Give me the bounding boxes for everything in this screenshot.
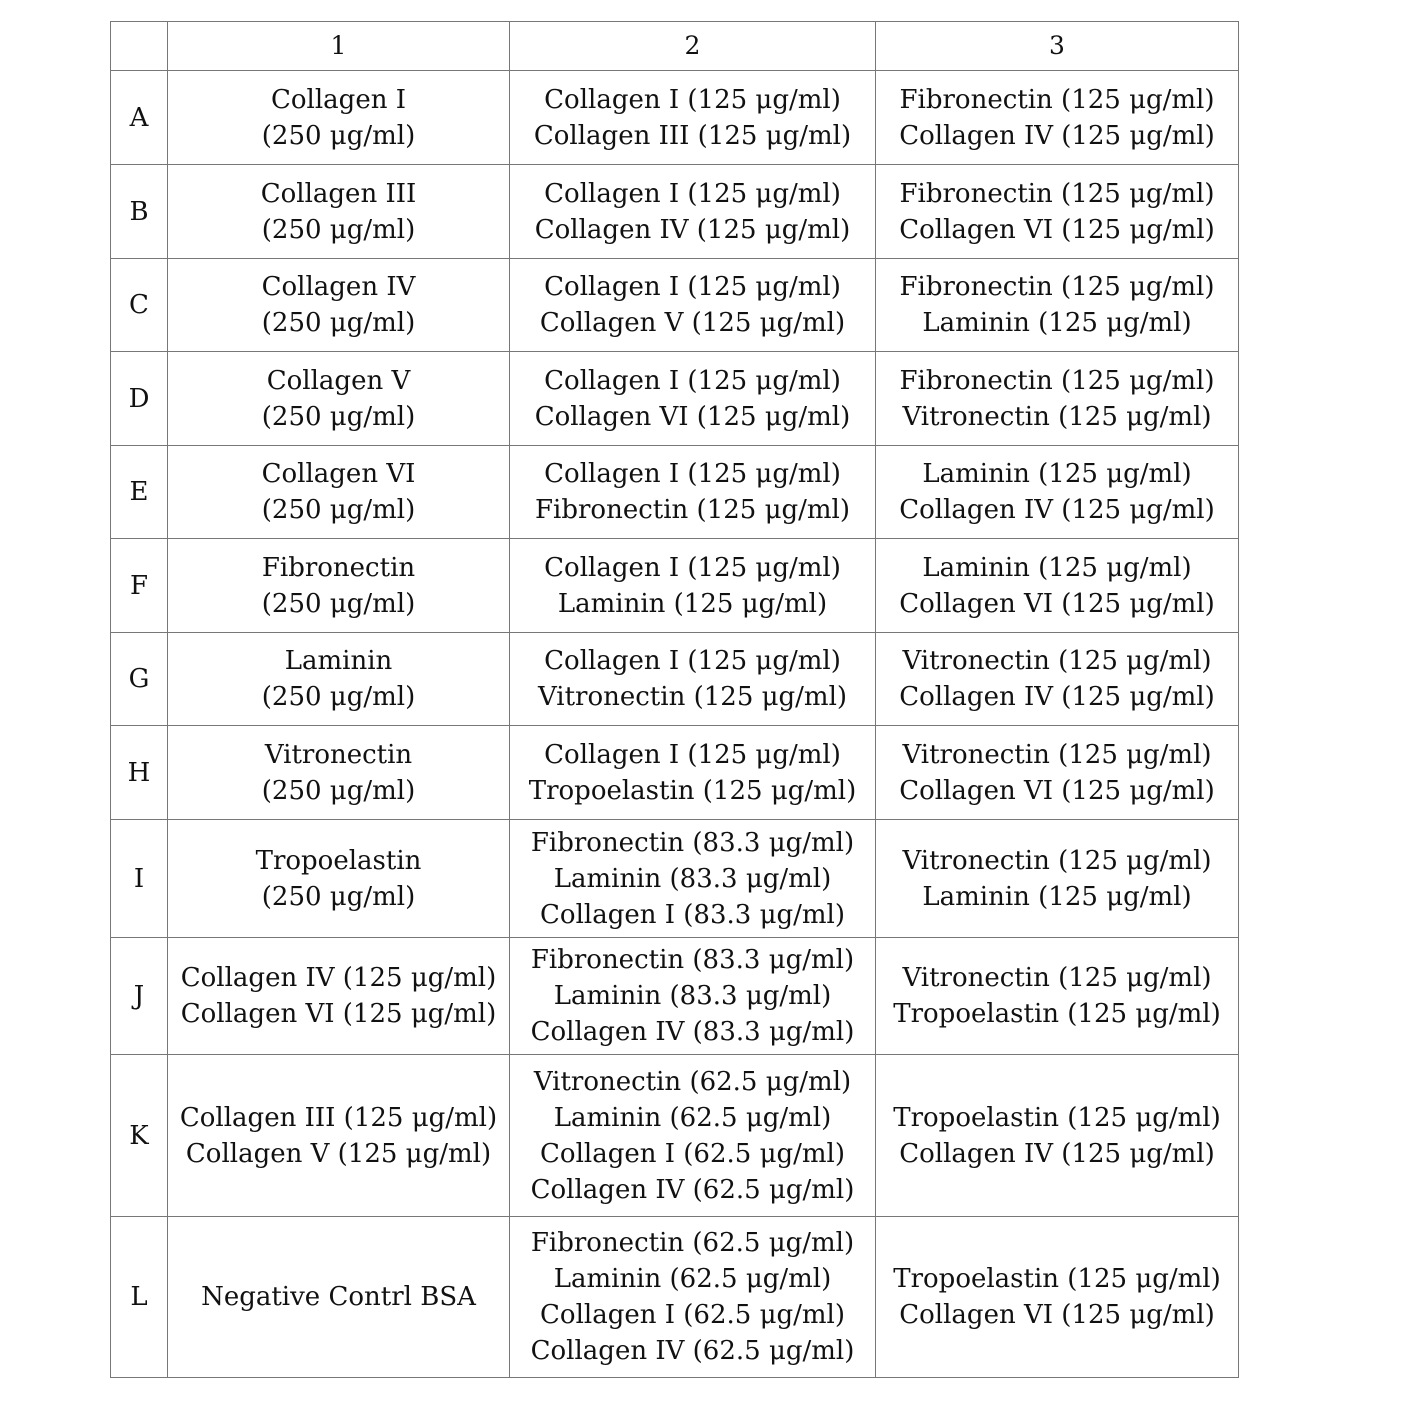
coating-line: (250 μg/ml) — [261, 214, 416, 245]
coating-line: Collagen III (125 μg/ml) — [533, 120, 852, 151]
row-label: I — [111, 820, 168, 938]
row-label: J — [111, 938, 168, 1055]
coating-cell-col-1 — [168, 1217, 510, 1378]
coating-line: Laminin (125 μg/ml) — [922, 459, 1192, 489]
coating-cell-col-2 — [510, 820, 876, 938]
coating-line: Tropoelastin (125 μg/ml) — [528, 775, 857, 806]
coating-cell-col-3 — [876, 633, 1239, 726]
coating-line: Collagen IV (125 μg/ml) — [899, 120, 1215, 151]
coating-cell-col-3 — [876, 165, 1239, 259]
coating-line: Collagen IV (125 μg/ml) — [899, 682, 1215, 712]
coating-line: Collagen VI (125 μg/ml) — [899, 588, 1215, 619]
coating-line: Fibronectin (125 μg/ml) — [899, 272, 1215, 302]
table-row — [111, 1217, 1239, 1378]
column-header-2: 2 — [510, 22, 876, 71]
coating-cell-col-3 — [876, 446, 1239, 539]
coating-line: Fibronectin (125 μg/ml) — [899, 84, 1215, 115]
corner-cell — [111, 22, 168, 71]
coating-cell-col-1 — [168, 352, 510, 446]
row-label: F — [111, 539, 168, 633]
coating-line: Collagen VI (125 μg/ml) — [899, 214, 1215, 245]
coating-line: Laminin (62.5 μg/ml) — [553, 1264, 832, 1294]
coating-line: (250 μg/ml) — [261, 775, 416, 806]
coating-cell-col-1 — [168, 633, 510, 726]
coating-line: Fibronectin (83.3 μg/ml) — [530, 945, 855, 975]
coating-line: Collagen VI — [261, 459, 416, 489]
coating-cell-col-2 — [510, 71, 876, 165]
row-label: A — [111, 71, 168, 165]
coating-line: Laminin — [284, 646, 393, 676]
row-label: E — [111, 446, 168, 539]
coating-line: Collagen VI (125 μg/ml) — [899, 775, 1215, 806]
coating-line: Fibronectin (125 μg/ml) — [899, 365, 1215, 396]
coating-line: Laminin (83.3 μg/ml) — [553, 981, 832, 1011]
table-row — [111, 1055, 1239, 1217]
coating-line: Negative Contrl BSA — [201, 1282, 476, 1312]
coating-cell-col-3 — [876, 1217, 1239, 1378]
coating-line: Collagen I (125 μg/ml) — [544, 646, 841, 676]
coating-line: Collagen IV (62.5 μg/ml) — [530, 1174, 855, 1205]
coating-line: Laminin (83.3 μg/ml) — [553, 863, 832, 894]
table-row — [111, 259, 1239, 352]
coating-cell-col-2 — [510, 446, 876, 539]
coating-line: Laminin (62.5 μg/ml) — [553, 1102, 832, 1133]
coating-line: (250 μg/ml) — [261, 401, 416, 432]
coating-line: Vitronectin (125 μg/ml) — [537, 682, 848, 712]
coating-cell-col-1 — [168, 539, 510, 633]
coating-cell-col-3 — [876, 71, 1239, 165]
coating-line: Collagen I (125 μg/ml) — [544, 739, 841, 770]
coating-cell-col-1 — [168, 446, 510, 539]
coating-line: (250 μg/ml) — [261, 588, 416, 619]
coating-line: Fibronectin (125 μg/ml) — [535, 495, 850, 525]
coating-line: (250 μg/ml) — [261, 120, 416, 151]
table-row — [111, 938, 1239, 1055]
coating-line: Collagen VI (125 μg/ml) — [180, 999, 497, 1029]
coating-line: Collagen III — [260, 178, 417, 209]
coating-line: Collagen IV (125 μg/ml) — [180, 963, 497, 993]
coating-cell-col-2 — [510, 259, 876, 352]
coating-line: Collagen I (125 μg/ml) — [544, 84, 841, 115]
coating-cell-col-1 — [168, 165, 510, 259]
coating-line: Fibronectin (62.5 μg/ml) — [530, 1228, 855, 1258]
row-label: L — [111, 1217, 168, 1378]
coating-line: Collagen VI (125 μg/ml) — [899, 1300, 1215, 1330]
coating-line: Vitronectin (125 μg/ml) — [902, 845, 1212, 876]
coating-line: Collagen V — [266, 365, 411, 396]
coating-line: (250 μg/ml) — [261, 682, 416, 712]
coating-cell-col-2 — [510, 938, 876, 1055]
coating-cell-col-1 — [168, 820, 510, 938]
coating-cell-col-2 — [510, 165, 876, 259]
coating-cell-col-3 — [876, 352, 1239, 446]
table-row — [111, 726, 1239, 820]
coating-line: Vitronectin (125 μg/ml) — [902, 401, 1212, 432]
coating-cell-col-3 — [876, 1055, 1239, 1217]
coating-line: Collagen V (125 μg/ml) — [539, 308, 846, 338]
column-header-1: 1 — [168, 22, 510, 71]
coating-line: Collagen I (125 μg/ml) — [544, 272, 841, 302]
table-row — [111, 446, 1239, 539]
coating-line: Collagen IV (125 μg/ml) — [899, 495, 1215, 525]
coating-line: Tropoelastin (125 μg/ml) — [893, 999, 1221, 1029]
coating-line: Tropoelastin (125 μg/ml) — [893, 1264, 1221, 1294]
coating-line: Collagen I (125 μg/ml) — [544, 178, 841, 209]
coating-layout-table — [110, 21, 1239, 1378]
table-row — [111, 352, 1239, 446]
row-label: H — [111, 726, 168, 820]
coating-line: Collagen IV (125 μg/ml) — [899, 1138, 1215, 1169]
coating-line: Laminin (125 μg/ml) — [922, 308, 1192, 338]
coating-line: Laminin (125 μg/ml) — [557, 588, 828, 619]
coating-line: Collagen I (62.5 μg/ml) — [540, 1138, 845, 1169]
coating-line: Vitronectin (125 μg/ml) — [902, 739, 1212, 770]
row-label: K — [111, 1055, 168, 1217]
coating-cell-col-2 — [510, 539, 876, 633]
coating-cell-col-1 — [168, 726, 510, 820]
coating-line: Collagen IV (125 μg/ml) — [534, 214, 851, 245]
column-header-3: 3 — [876, 22, 1239, 71]
coating-cell-col-2 — [510, 1055, 876, 1217]
coating-cell-col-1 — [168, 71, 510, 165]
coating-line: Vitronectin — [264, 739, 413, 770]
coating-line: Fibronectin (83.3 μg/ml) — [530, 827, 855, 858]
coating-cell-col-2 — [510, 352, 876, 446]
coating-line: Collagen VI (125 μg/ml) — [534, 401, 851, 432]
table-body — [111, 71, 1239, 1378]
coating-line: (250 μg/ml) — [261, 881, 416, 912]
header-row — [111, 22, 1239, 71]
coating-line: (250 μg/ml) — [261, 308, 416, 338]
coating-line: Collagen III (125 μg/ml) — [179, 1102, 498, 1133]
coating-cell-col-1 — [168, 1055, 510, 1217]
row-label: B — [111, 165, 168, 259]
coating-line: Fibronectin — [261, 552, 416, 583]
coating-line: Collagen IV (83.3 μg/ml) — [530, 1017, 855, 1047]
table-row — [111, 820, 1239, 938]
coating-cell-col-3 — [876, 539, 1239, 633]
row-label: D — [111, 352, 168, 446]
coating-line: Laminin (125 μg/ml) — [922, 881, 1192, 912]
coating-line: Tropoelastin — [255, 845, 422, 876]
coating-line: Collagen IV (62.5 μg/ml) — [530, 1336, 855, 1366]
coating-cell-col-3 — [876, 938, 1239, 1055]
coating-cell-col-1 — [168, 259, 510, 352]
table-row — [111, 633, 1239, 726]
coating-line: Vitronectin (125 μg/ml) — [902, 646, 1212, 676]
coating-cell-col-1 — [168, 938, 510, 1055]
coating-line: Vitronectin (62.5 μg/ml) — [533, 1066, 852, 1097]
coating-line: Laminin (125 μg/ml) — [922, 552, 1192, 583]
table-row — [111, 165, 1239, 259]
coating-cell-col-3 — [876, 820, 1239, 938]
table-row — [111, 539, 1239, 633]
coating-line: Collagen I — [271, 84, 406, 115]
coating-cell-col-2 — [510, 1217, 876, 1378]
coating-line: (250 μg/ml) — [261, 495, 416, 525]
row-label: C — [111, 259, 168, 352]
coating-line: Tropoelastin (125 μg/ml) — [893, 1102, 1221, 1133]
coating-cell-col-3 — [876, 259, 1239, 352]
coating-line: Collagen I (125 μg/ml) — [544, 552, 841, 583]
coating-line: Collagen I (125 μg/ml) — [544, 365, 841, 396]
coating-line: Vitronectin (125 μg/ml) — [902, 963, 1212, 993]
coating-line: Collagen I (62.5 μg/ml) — [540, 1300, 845, 1330]
coating-line: Fibronectin (125 μg/ml) — [899, 178, 1215, 209]
coating-cell-col-2 — [510, 726, 876, 820]
coating-line: Collagen I (83.3 μg/ml) — [540, 899, 845, 930]
coating-cell-col-3 — [876, 726, 1239, 820]
coating-line: Collagen IV — [261, 272, 416, 302]
table-row — [111, 71, 1239, 165]
coating-line: Collagen I (125 μg/ml) — [544, 459, 841, 489]
coating-cell-col-2 — [510, 633, 876, 726]
coating-line: Collagen V (125 μg/ml) — [185, 1138, 492, 1169]
row-label: G — [111, 633, 168, 726]
